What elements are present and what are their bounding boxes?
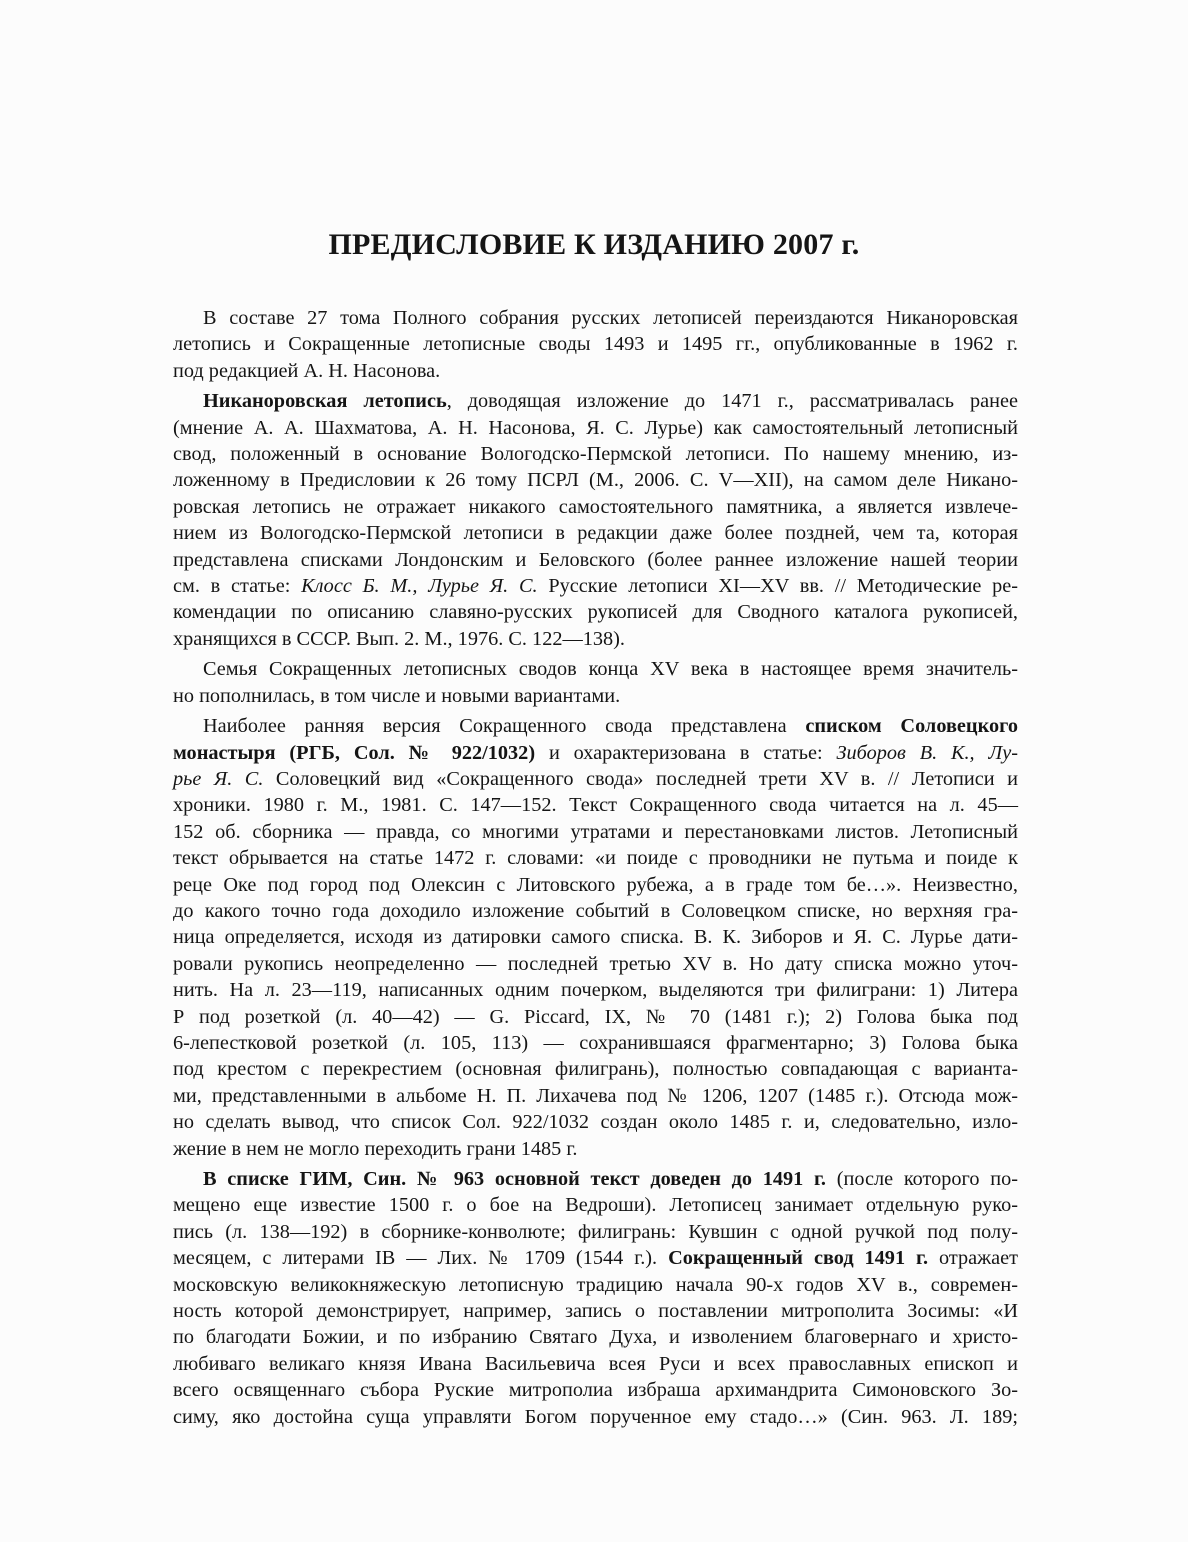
text-line [173, 467, 1018, 493]
text-line [173, 924, 1018, 950]
paragraph [173, 656, 1018, 709]
text-run: под редакцией А. Н. Насонова. [173, 359, 441, 382]
text-line [173, 573, 1018, 599]
text-run: ми, представленными в альбоме Н. П. Лихачева под № 1206, 1207 (1485 г.). Отсюда мож- [173, 1084, 1018, 1107]
text-run: Соловецкий вид «Сокращенного свода» последней трети XV в. // Летописи и [263, 767, 1018, 790]
text-run: месяцем, с литерами IВ — Лих. № 1709 (1544 г.). [173, 1247, 669, 1270]
text-line [173, 1245, 1018, 1271]
paragraph [173, 305, 1018, 384]
text-run: ровали рукопись неопределенно — последней третью XV в. Но дату списка можно уточ- [173, 952, 1018, 975]
text-run: текст обрывается на статье 1472 г. словами: «и поиде с проводники не путьма и поиде к [173, 847, 1018, 870]
text-run: 152 об. сборника — правда, со многими утратами и перестановками листов. Летописный [173, 820, 1018, 843]
text-line [173, 1030, 1018, 1056]
text-line [173, 599, 1018, 625]
text-line [173, 740, 1018, 766]
text-run: (после которого по- [826, 1168, 1018, 1190]
text-line [173, 977, 1018, 1003]
text-line [173, 1219, 1018, 1245]
text-run: пись (л. 138—192) в сборнике-конволюте; филигрань: Кувшин с одной ручкой под полу- [173, 1220, 1018, 1243]
page-title: ПРЕДИСЛОВИЕ К ИЗДАНИЮ 2007 г. [328, 228, 860, 261]
text-line [173, 766, 1018, 792]
text-run: Русские летописи XI—XV вв. // Методические ре- [537, 575, 1018, 598]
text-run: Семья Сокращенных летописных сводов конца XV века в настоящее время значитель- [203, 658, 1018, 681]
text-run: хроники. 1980 г. М., 1981. С. 147—152. Текст Сокращенного свода читается на л. 45— [173, 794, 1018, 817]
text-line [173, 441, 1018, 467]
body-text [173, 305, 1018, 1430]
text-line [173, 1083, 1018, 1109]
italic-text: Клосс Б. М., Лурье Я. С. [301, 575, 538, 598]
text-run: московскую великокняжескую летописную традицию начала 90-х годов XV в., современ- [173, 1273, 1018, 1296]
italic-text: рье Я. С. [173, 767, 264, 790]
text-line [173, 388, 1018, 414]
text-run: но пополнилась, в том числе и новыми вариантами. [173, 684, 621, 707]
text-run: ложенному в Предисловии к 26 тому ПСРЛ (М., 2006. С. V—XII), на самом деле Никано- [173, 469, 1018, 492]
bold-text: монастыря (РГБ, Сол. № 922/1032) [173, 741, 536, 764]
paragraph [173, 713, 1018, 1162]
text-run: ность которой демонстрирует, например, запись о поставлении митрополита Зосимы: «И [173, 1300, 1018, 1323]
text-line [173, 520, 1018, 546]
text-line [173, 819, 1018, 845]
text-line [173, 415, 1018, 441]
text-run: реце Оке под город под Олексин с Литовского рубежа, а в граде том бе…». Неизвестно, [173, 873, 1018, 896]
bold-text: Сокращенный свод 1491 г. [668, 1247, 929, 1270]
text-line [173, 331, 1018, 357]
text-run: Р под розеткой (л. 40—42) — G. Piccard, IX, № 70 (1481 г.); 2) Голова быка под [173, 1005, 1018, 1028]
text-run: мещено еще известие 1500 г. о бое на Ведроши). Летописец занимает отдельную руко- [173, 1194, 1018, 1217]
text-line [173, 305, 1018, 331]
text-line [173, 1004, 1018, 1030]
text-line [173, 626, 1018, 652]
bold-text: Никаноровская летопись [203, 390, 447, 413]
text-run: отражает [928, 1247, 1019, 1270]
text-run: ница определяется, исходя из датировки самого списка. В. К. Зиборов и Я. С. Лурье дати- [173, 926, 1018, 949]
text-run: ровская летопись не отражает никакого самостоятельного памятника, а является извлече- [173, 495, 1018, 518]
text-run: нить. На л. 23—119, написанных одним почерком, выделяются три филиграни: 1) Литера [173, 979, 1018, 1002]
text-run: и охарактеризована в статье: [535, 741, 837, 764]
text-line [173, 1324, 1018, 1350]
text-line [173, 1404, 1018, 1430]
text-line [173, 1377, 1018, 1403]
text-line [173, 792, 1018, 818]
text-line [173, 1136, 1018, 1162]
text-run: но сделать вывод, что список Сол. 922/1032 создан около 1485 г. и, следовательно, изло- [173, 1111, 1018, 1134]
text-run: (мнение А. А. Шахматова, А. Н. Насонова, Я. С. Лурье) как самостоятельный летописный [173, 416, 1018, 439]
text-line [173, 494, 1018, 520]
text-run: любиваго великаго князя Ивана Васильевича всея Руси и всех православных епископ и [173, 1352, 1018, 1375]
text-line [173, 358, 1018, 384]
text-run: комендации по описанию славяно-русских рукописей для Сводного каталога рукописей, [173, 601, 1018, 624]
text-line [173, 1166, 1018, 1192]
paragraph [173, 388, 1018, 652]
text-line [173, 951, 1018, 977]
text-run: до какого точно года доходило изложение событий в Соловецком списке, но верхняя гра- [173, 899, 1018, 922]
text-run: , доводящая изложение до 1471 г., рассматривалась ранее [446, 390, 1018, 413]
text-run: всего освященнаго събора Руские митрополиа избраша архимандрита Симоновского Зо- [173, 1379, 1018, 1402]
text-line [173, 845, 1018, 871]
text-run: под крестом с перекрестием (основная филигрань), полностью совпадающая с варианта- [173, 1058, 1018, 1081]
text-run: 6-лепестковой розеткой (л. 105, 113) — сохранившаяся фрагментарно; 3) Голова быка [173, 1031, 1018, 1054]
paragraph [173, 1166, 1018, 1430]
text-run: летопись и Сокращенные летописные своды 1493 и 1495 гг., опубликованные в 1962 г. [173, 333, 1018, 356]
text-run: свод, положенный в основание Вологодско-Пермской летописи. По нашему мнению, из- [173, 443, 1018, 466]
text-line [173, 1109, 1018, 1135]
text-line [173, 656, 1018, 682]
text-run: хранящихся в СССР. Вып. 2. М., 1976. С. 122—138). [173, 627, 625, 650]
text-line [173, 1272, 1018, 1298]
text-run: жение в нем не могло переходить грани 1485 г. [173, 1137, 578, 1160]
text-run: представлена списками Лондонским и Беловского (более раннее изложение нашей теории [173, 548, 1018, 571]
text-line [173, 713, 1018, 739]
text-run: симу, яко достойна суща управляти Богом порученное ему стадо…» (Син. 963. Л. 189; [173, 1405, 1018, 1428]
text-line [173, 1298, 1018, 1324]
bold-text: В списке ГИМ, Син. № 963 основной текст доведен до 1491 г. [203, 1168, 827, 1190]
text-run: по благодати Божии, и по избранию Святаго Духа, и изволением благовернаго и христо- [173, 1326, 1018, 1349]
text-line [173, 1056, 1018, 1082]
text-line [173, 683, 1018, 709]
text-line [173, 1351, 1018, 1377]
text-run: В составе 27 тома Полного собрания русских летописей переиздаются Никаноровская [203, 307, 1018, 329]
text-line [173, 872, 1018, 898]
text-line [173, 898, 1018, 924]
text-run: см. в статье: [173, 575, 302, 598]
text-line [173, 547, 1018, 573]
italic-text: Зиборов В. К., Лу- [836, 741, 1018, 764]
text-line [173, 1192, 1018, 1218]
text-run: нием из Вологодско-Пермской летописи в редакции даже более поздней, чем та, которая [173, 522, 1018, 545]
text-run: Наиболее ранняя версия Сокращенного свода представлена [203, 715, 806, 738]
bold-text: списком Соловецкого [805, 715, 1018, 738]
